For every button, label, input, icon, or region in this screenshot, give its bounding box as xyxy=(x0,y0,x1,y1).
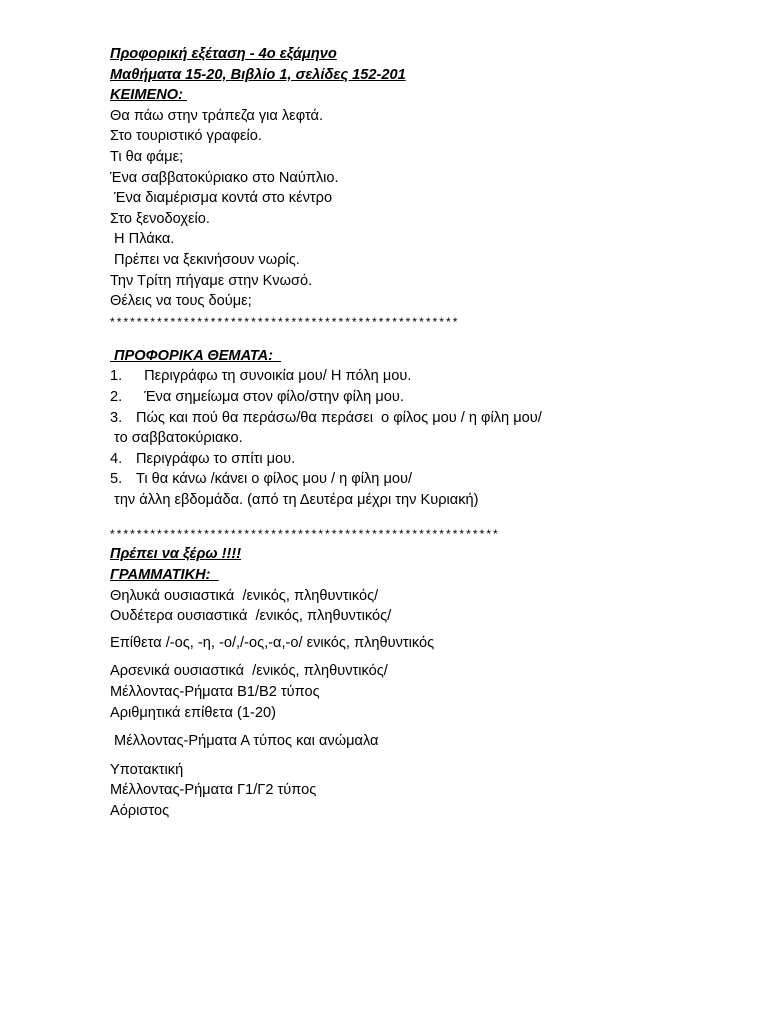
topic-number: 3. xyxy=(110,409,123,426)
topic-text: Περιγράφω τη συνοικία μου/ Η πόλη μου. xyxy=(136,368,412,385)
text-line: Θα πάω στην τράπεζα για λεφτά. xyxy=(110,107,323,124)
topics-heading: ΠΡΟΦΟΡΙΚΑ ΘΕΜΑΤΑ: xyxy=(110,347,282,364)
text-heading: ΚΕΙΜΕΝΟ: xyxy=(110,87,188,104)
grammar-item: Μέλλοντας-Ρήματα Α τύπος και ανώμαλα xyxy=(110,733,379,750)
separator-stars: ********************************************************** xyxy=(110,527,500,542)
text-line: Ένα σαββατοκύριακο στο Ναύπλιο. xyxy=(110,169,339,186)
text-line: Η Πλάκα. xyxy=(110,231,175,248)
grammar-item: Επίθετα /-ος, -η, -ο/,/-ος,-α,-ο/ ενικός, πληθυντικός xyxy=(110,634,435,651)
document-subtitle: Μαθήματα 15-20, Βιβλίο 1, σελίδες 152-201 xyxy=(110,66,406,83)
grammar-item: Μέλλοντας-Ρήματα Γ1/Γ2 τύπος xyxy=(110,782,317,799)
grammar-item: Θηλυκά ουσιαστικά /ενικός, πληθυντικός/ xyxy=(110,587,379,604)
grammar-item: Υποτακτική xyxy=(110,761,184,778)
topic-number: 2. xyxy=(110,388,123,405)
topic-continuation xyxy=(110,428,710,449)
topic-text: το σαββατοκύριακο. xyxy=(110,430,243,447)
topic-number: 1. xyxy=(110,368,123,385)
text-line: Την Τρίτη πήγαμε στην Κνωσό. xyxy=(110,272,313,289)
grammar-item: Μέλλοντας-Ρήματα Β1/Β2 τύπος xyxy=(110,684,320,701)
text-line: Τι θα φάμε; xyxy=(110,148,184,165)
document-title: Προφορική εξέταση - 4ο εξάμηνο xyxy=(110,46,337,62)
grammar-item: Αριθμητικά επίθετα (1-20) xyxy=(110,704,276,721)
grammar-item: Ουδέτερα ουσιαστικά /ενικός, πληθυντικός/ xyxy=(110,608,392,625)
must-know-heading: Πρέπει να ξέρω !!!! xyxy=(110,546,242,563)
grammar-item: Αόριστος xyxy=(110,803,170,819)
topic-item xyxy=(110,387,710,408)
topic-number: 4. xyxy=(110,450,123,467)
topic-item xyxy=(110,469,710,490)
topics-list xyxy=(110,366,710,510)
text-line: Στο ξενοδοχείο. xyxy=(110,210,210,227)
grammar-heading: ΓΡΑΜΜΑΤΙΚΗ: xyxy=(110,567,219,584)
topic-text: την άλλη εβδομάδα. (από τη Δευτέρα μέχρι την Κυριακή) xyxy=(110,491,479,508)
topic-item xyxy=(110,449,710,470)
grammar-list xyxy=(110,586,710,822)
topic-item xyxy=(110,366,710,387)
text-lines xyxy=(110,106,710,312)
topic-text: Περιγράφω το σπίτι μου. xyxy=(136,450,296,467)
topic-text: Ένα σημείωμα στον φίλο/στην φίλη μου. xyxy=(136,388,404,405)
document-page xyxy=(110,44,710,822)
topic-text: Πώς και πού θα περάσω/θα περάσει ο φίλος μου / η φίλη μου/ xyxy=(136,409,542,426)
topic-text: Τι θα κάνω /κάνει ο φίλος μου / η φίλη μου/ xyxy=(136,471,413,488)
grammar-item: Αρσενικά ουσιαστικά /ενικός, πληθυντικός/ xyxy=(110,663,388,680)
text-line: Ένα διαμέρισμα κοντά στο κέντρο xyxy=(110,190,333,207)
topic-continuation xyxy=(110,490,710,511)
text-line: Στο τουριστικό γραφείο. xyxy=(110,128,262,145)
text-line: Θέλεις να τους δούμε; xyxy=(110,293,252,310)
separator-stars: **************************************************** xyxy=(110,314,460,329)
text-line: Πρέπει να ξεκινήσουν νωρίς. xyxy=(110,251,300,268)
topic-item xyxy=(110,408,710,429)
topic-number: 5. xyxy=(110,471,123,488)
